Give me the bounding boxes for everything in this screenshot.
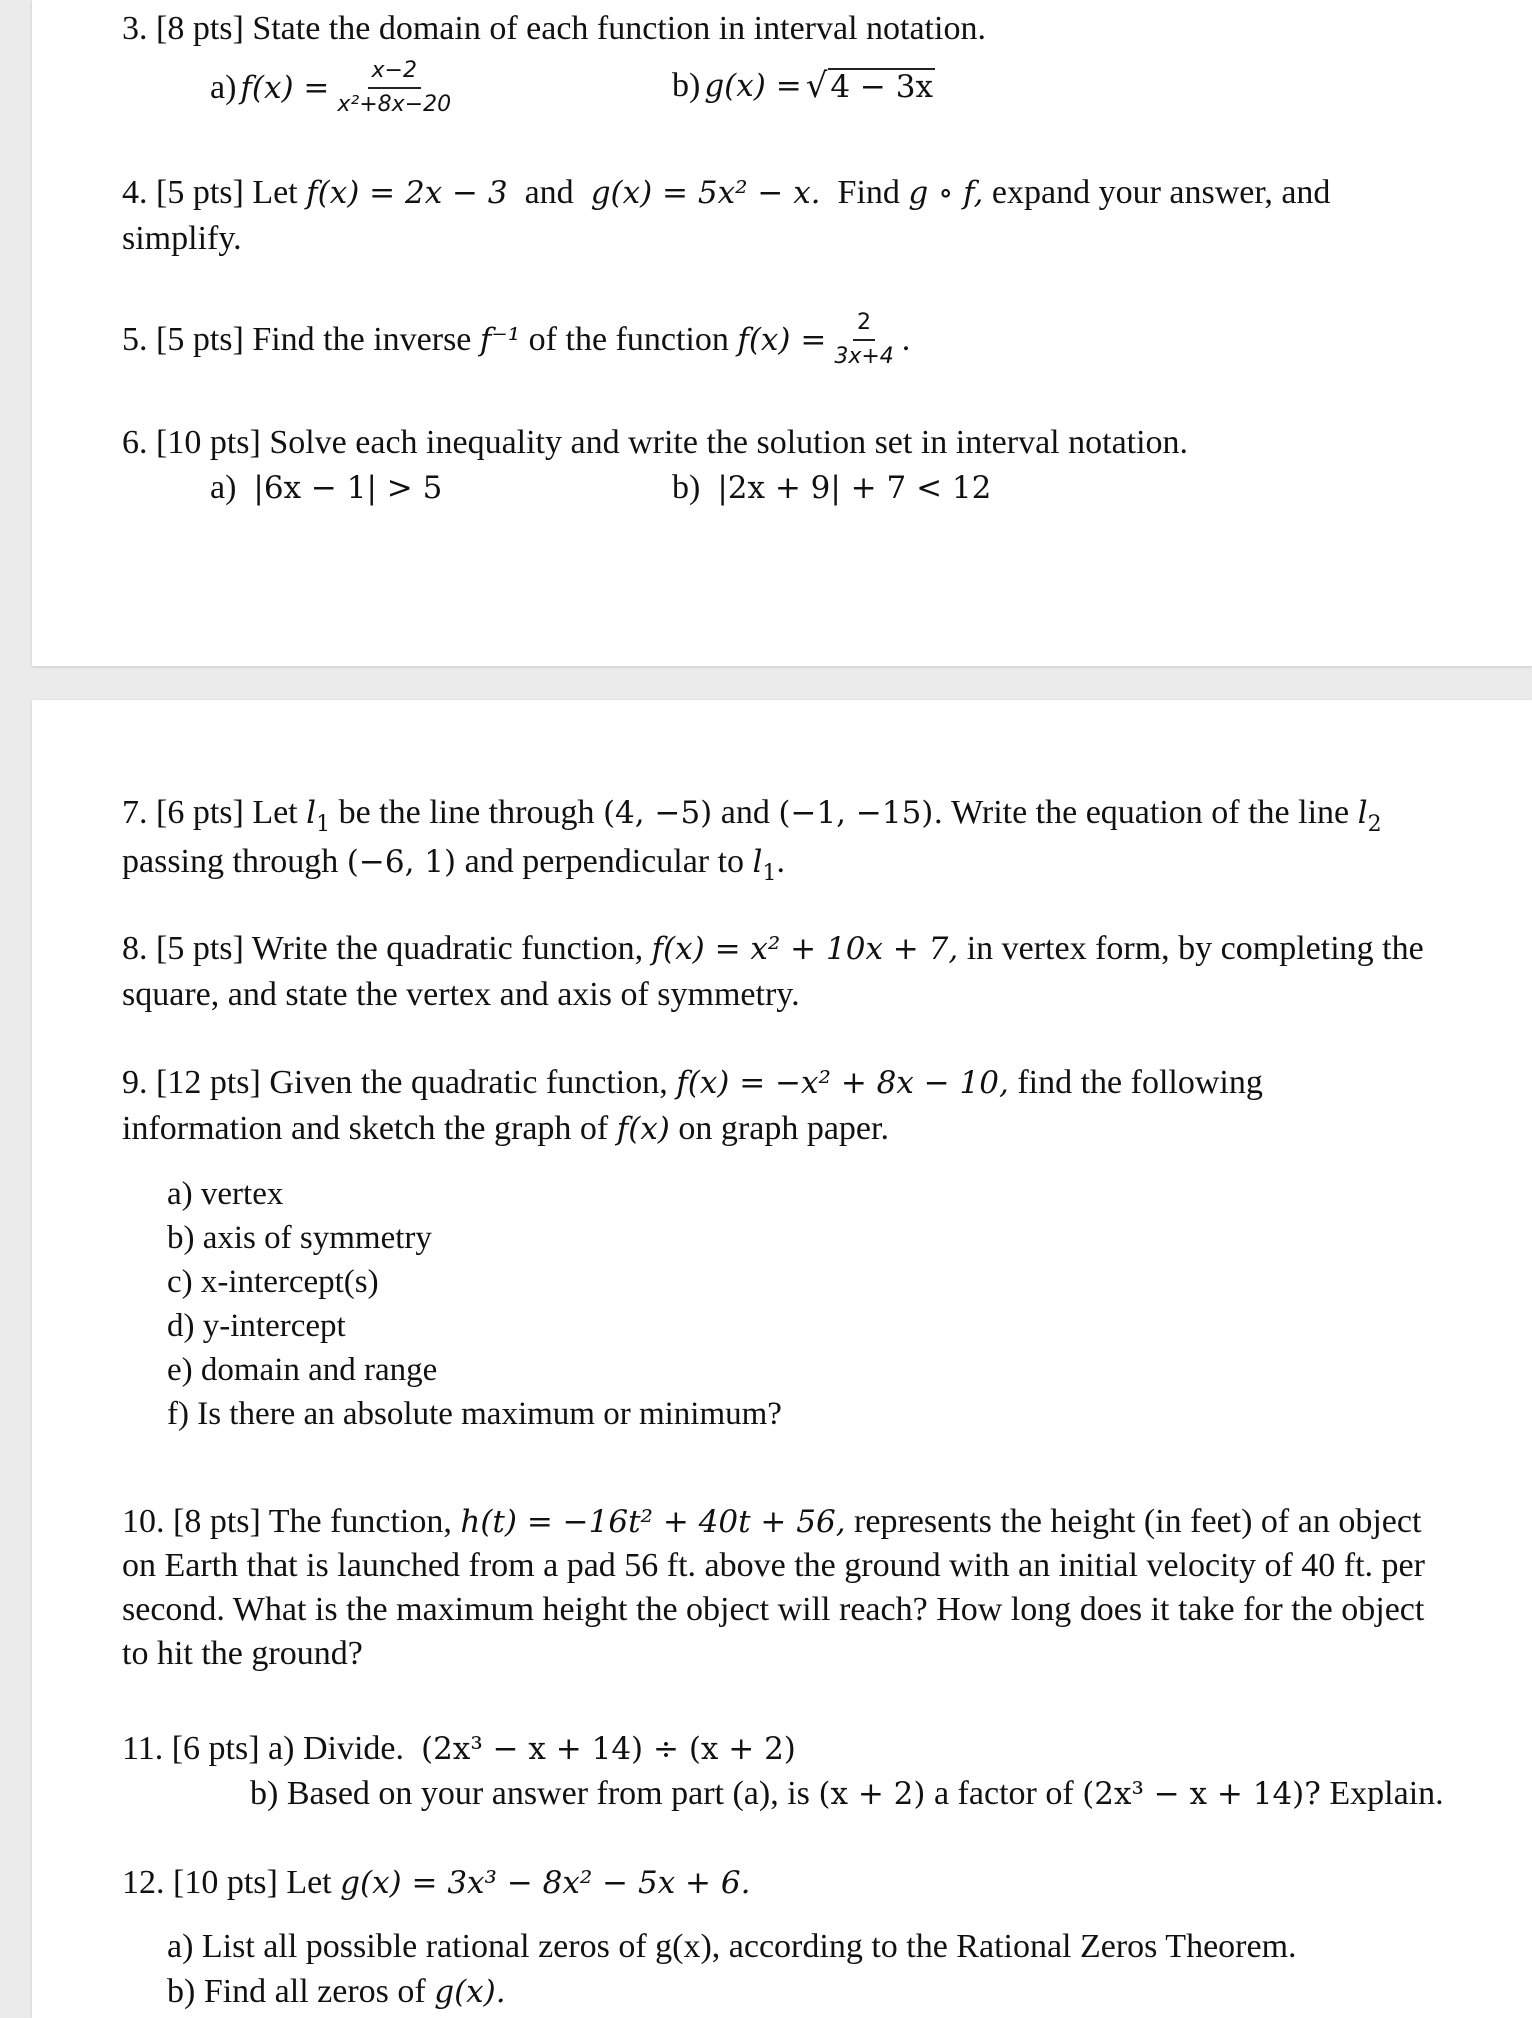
q10-function: h(t) = −16t² + 40t + 56, (460, 1504, 846, 1540)
q7-l1: l (306, 795, 317, 831)
q9-item-axis: b) axis of symmetry (167, 1220, 432, 1256)
q10-text-3: on Earth that is launched from a pad 56 ft. above the ground with an initial velocity of 40 ft. per (122, 1547, 1425, 1584)
q8-text-3: square, and state the vertex and axis of symmetry. (122, 976, 800, 1013)
q7-point-2: (−1, −15). (778, 795, 944, 831)
q6-a-expr: |6x − 1| > 5 (253, 470, 443, 506)
q9-item-domain-range: e) domain and range (167, 1352, 438, 1388)
q7-text-3: and (720, 794, 770, 831)
question-4 (122, 170, 1512, 261)
q3-a-denominator: x²+8x−20 (337, 92, 452, 117)
q12-part-a: a) List all possible rational zeros of g(x), according to the Rational Zeros Theorem. (167, 1928, 1297, 1965)
q11-b-factor: (x + 2) (818, 1776, 926, 1812)
q8-text-2: in vertex form, by completing the (966, 930, 1424, 967)
q7-l1-again: l (752, 844, 763, 880)
q11-expression: (2x³ − x + 14) ÷ (x + 2) (421, 1731, 796, 1767)
q12-subparts (167, 1924, 1297, 2015)
q9-function: f(x) = −x² + 8x − 10, (676, 1065, 1009, 1101)
q9-text-2: find the following (1017, 1064, 1263, 1101)
q12-function: g(x) = 3x³ − 8x² − 5x + 6. (340, 1865, 751, 1901)
q6-part-b (672, 465, 991, 511)
q7-text-6: and perpendicular to (464, 843, 745, 880)
q7-text-5: passing through (122, 843, 339, 880)
question-12 (122, 1860, 1512, 1906)
q11-text-1: 11. [6 pts] a) Divide. (122, 1730, 405, 1767)
q11-b-text-2: a factor of (933, 1775, 1074, 1812)
q9-subparts (167, 1172, 782, 1436)
q9-item-max-min: f) Is there an absolute maximum or minimum? (167, 1396, 782, 1432)
q4-g-def: g(x) = 5x² − x. (590, 175, 821, 211)
worksheet-page-1 (32, 0, 1532, 666)
q5-inverse: f⁻¹ (479, 322, 521, 358)
q3-a-label: a) (210, 69, 237, 106)
q7-point-3: (−6, 1) (346, 844, 457, 880)
q7-text-1: 7. [6 pts] Let (122, 794, 298, 831)
q3-prompt: 3. [8 pts] State the domain of each function in interval notation. (122, 10, 986, 47)
question-10 (122, 1500, 1512, 1676)
q7-l1b-sub: 1 (762, 861, 777, 886)
q4-find: Find (837, 174, 900, 211)
q6-a-label: a) (210, 469, 237, 506)
q6-b-label: b) (672, 469, 701, 506)
q5-fraction (830, 309, 897, 371)
q9-item-vertex: a) vertex (167, 1176, 284, 1212)
q5-numerator: 2 (853, 309, 875, 341)
q9-text-1: 9. [12 pts] Given the quadratic function, (122, 1064, 668, 1101)
q5-period: . (901, 321, 911, 358)
q10-text-5: to hit the ground? (122, 1635, 363, 1672)
q12-text-1: 12. [10 pts] Let (122, 1864, 332, 1901)
q10-text-4: second. What is the maximum height the object will reach? How long does it take for the object (122, 1591, 1425, 1628)
q11-b-polynomial: (2x³ − x + 14)? (1082, 1776, 1321, 1812)
sqrt-icon: √ (805, 66, 828, 106)
q3-part-b (672, 62, 935, 110)
question-7 (122, 790, 1512, 888)
q3-b-label: b) (672, 67, 701, 104)
q6-prompt: 6. [10 pts] Solve each inequality and write the solution set in interval notation. (122, 424, 1189, 461)
question-6 (122, 420, 1512, 465)
worksheet-page-2 (32, 700, 1532, 2018)
q10-text-2: represents the height (in feet) of an object (854, 1503, 1422, 1540)
q7-l1-sub: 1 (316, 812, 331, 837)
question-5 (122, 300, 910, 380)
question-8 (122, 926, 1512, 1017)
q9-text-3: information and sketch the graph of (122, 1110, 609, 1147)
q9-item-x-intercepts: c) x-intercept(s) (167, 1264, 379, 1300)
q10-text-1: 10. [8 pts] The function, (122, 1503, 452, 1540)
q6-part-a (210, 465, 442, 511)
q11-b-text-1: b) Based on your answer from part (a), is (250, 1775, 810, 1812)
q4-f-def: f(x) = 2x − 3 (306, 175, 508, 211)
q3-part-a (210, 56, 459, 120)
q7-point-1: (4, −5) (602, 795, 713, 831)
q4-text-1: 4. [5 pts] Let (122, 174, 298, 211)
q7-text-2: be the line through (338, 794, 595, 831)
question-11 (122, 1726, 1512, 1772)
q7-l2: l (1357, 795, 1368, 831)
q5-lhs: f(x) = (737, 322, 827, 358)
q5-denominator: 3x+4 (834, 344, 894, 369)
question-9 (122, 1060, 1512, 1152)
q4-text-3: simplify. (122, 220, 242, 257)
q8-function: f(x) = x² + 10x + 7, (651, 931, 959, 967)
q5-text-2: of the function (528, 321, 729, 358)
q12-part-b-g: g(x). (434, 1974, 506, 2010)
q3-b-radicand: 4 − 3x (830, 69, 933, 105)
q3-a-fraction (333, 57, 455, 119)
q6-b-expr: |2x + 9| + 7 < 12 (717, 470, 992, 506)
q3-a-numerator: x−2 (368, 57, 421, 89)
q3-b-lhs: g(x) = (704, 68, 802, 104)
q11-b-text-3: Explain. (1329, 1775, 1444, 1812)
q5-text-1: 5. [5 pts] Find the inverse (122, 321, 472, 358)
q7-text-4: Write the equation of the line (951, 794, 1350, 831)
q4-text-2: expand your answer, and (991, 174, 1331, 211)
q12-part-b-text: b) Find all zeros of (167, 1973, 426, 2010)
q4-composition: g ∘ f, (908, 175, 984, 211)
q9-item-y-intercept: d) y-intercept (167, 1308, 346, 1344)
q7-period: . (776, 843, 785, 880)
question-3 (122, 6, 1512, 51)
q9-fx: f(x) (616, 1111, 670, 1147)
q8-text-1: 8. [5 pts] Write the quadratic function, (122, 930, 644, 967)
q7-l2-sub: 2 (1367, 812, 1382, 837)
q9-text-4: on graph paper. (678, 1110, 889, 1147)
q11-part-b (250, 1771, 1444, 1817)
q3-a-lhs: f(x) = (240, 70, 330, 106)
q4-and: and (524, 174, 574, 211)
